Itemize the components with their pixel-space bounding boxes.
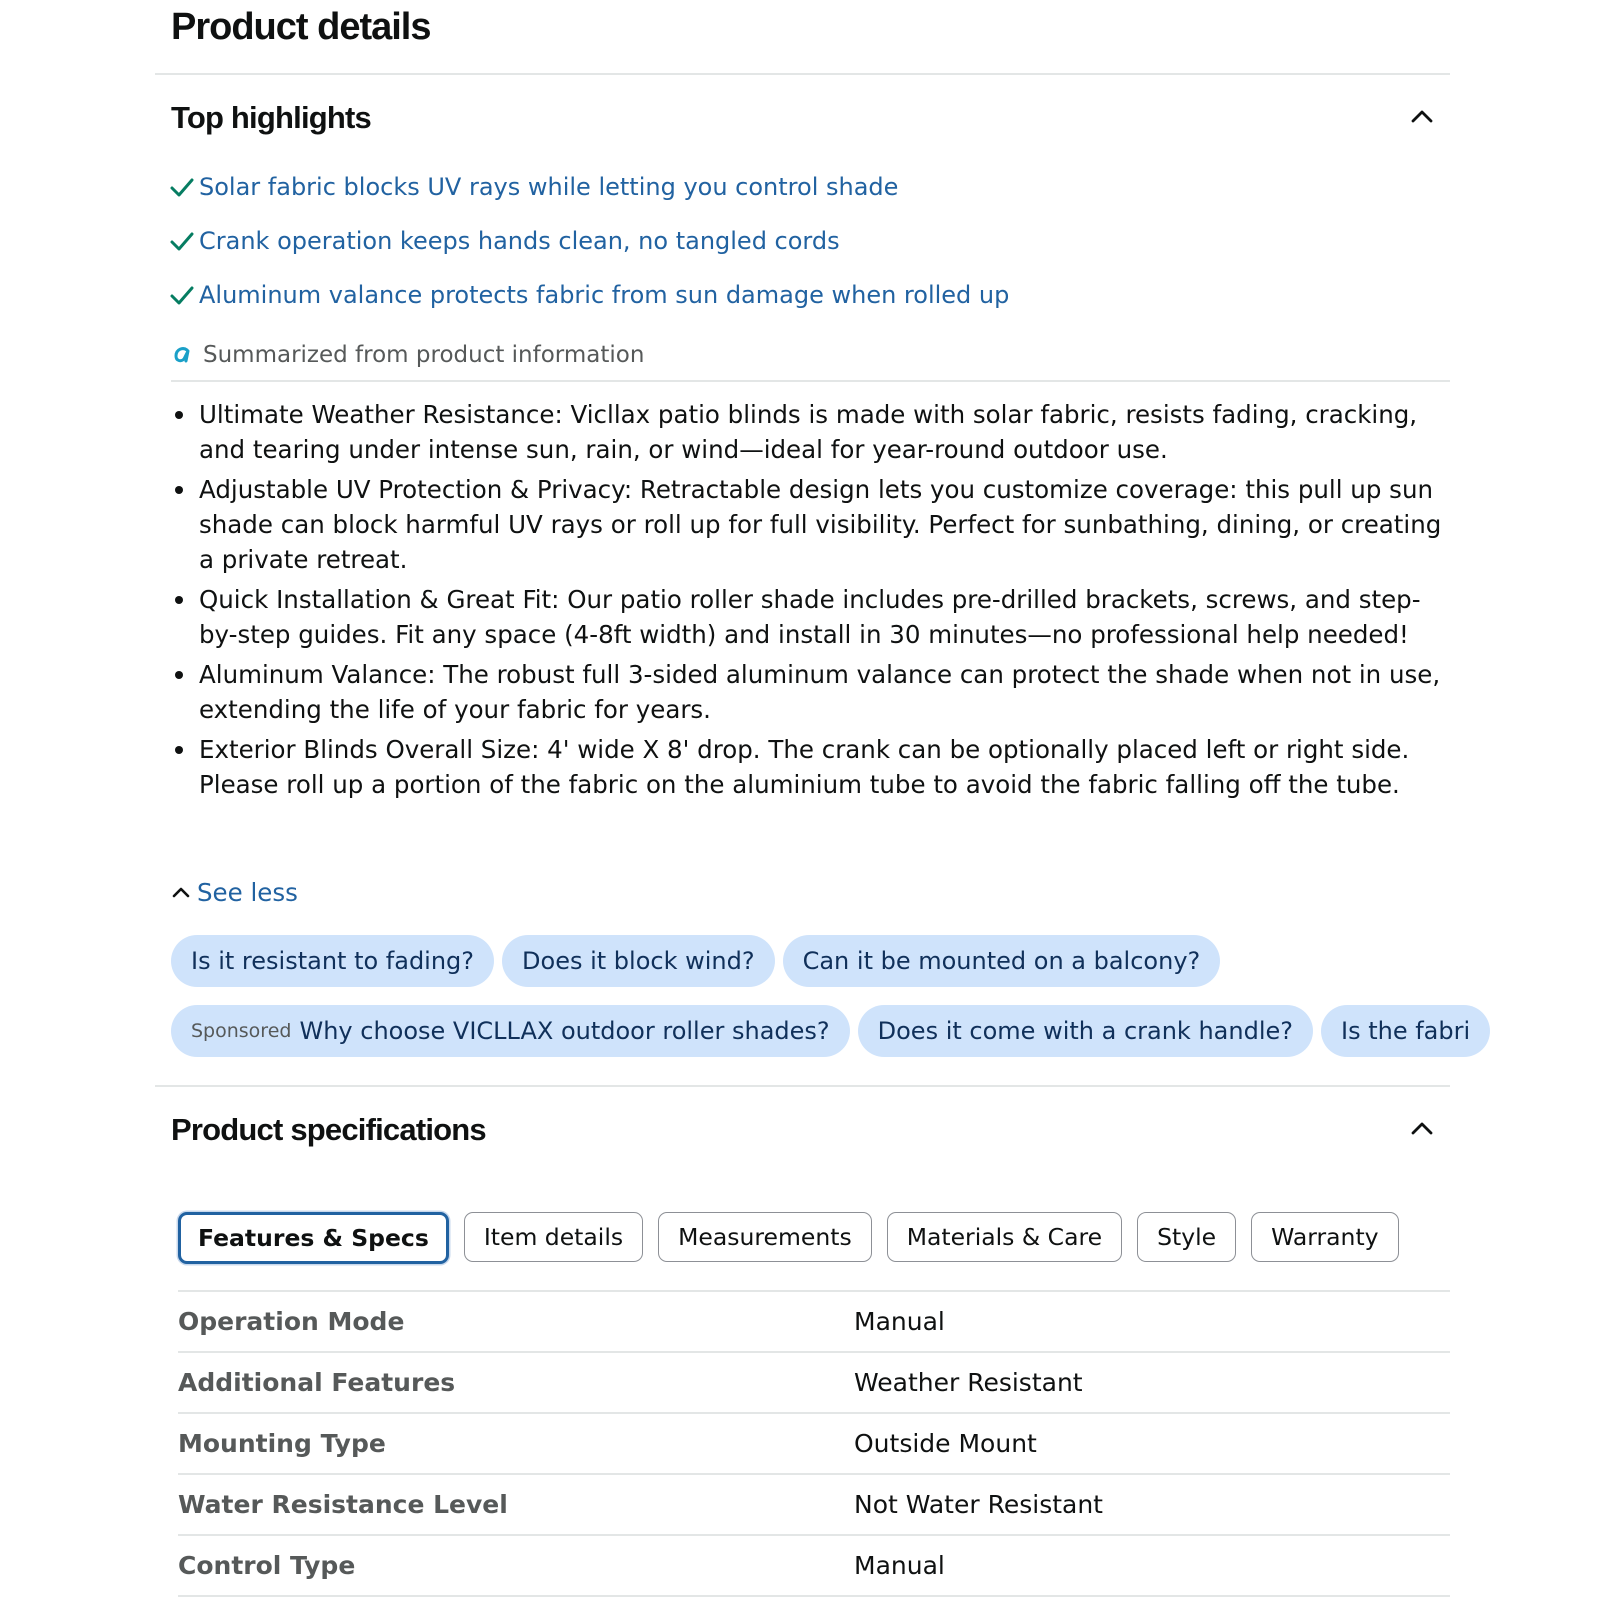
ai-summary-note	[171, 338, 644, 372]
divider	[155, 1085, 1450, 1087]
bullet-text: Aluminum Valance: The robust full 3-sided aluminum valance can protect the shade when not in use, extending the life of your fabric for years.	[199, 660, 1441, 724]
spec-key: Operation Mode	[178, 1307, 405, 1336]
summary-text: Summarized from product information	[203, 342, 645, 368]
see-less-label: See less	[197, 877, 298, 907]
spec-tabs	[178, 1212, 1414, 1264]
highlight-item	[169, 224, 840, 258]
tab-warranty[interactable]: Warranty	[1251, 1212, 1398, 1262]
table-row	[178, 1352, 1450, 1413]
divider	[155, 73, 1450, 75]
question-chip[interactable]: Does it block wind?	[502, 935, 775, 987]
spec-value: Manual	[854, 1307, 945, 1336]
bullet-dot	[175, 596, 183, 604]
table-row	[178, 1474, 1450, 1535]
bullet-dot	[175, 746, 183, 754]
highlight-item	[169, 278, 1009, 312]
tab-features-specs[interactable]: Features & Specs	[178, 1212, 449, 1264]
tab-style[interactable]: Style	[1137, 1212, 1236, 1262]
highlight-item	[169, 170, 898, 204]
list-item	[171, 397, 1446, 467]
tab-materials-care[interactable]: Materials & Care	[887, 1212, 1122, 1262]
list-item	[171, 582, 1446, 652]
spec-value: Manual	[854, 1551, 945, 1580]
divider	[171, 380, 1450, 382]
chevron-up-icon	[171, 882, 191, 902]
list-item	[171, 472, 1446, 577]
bullet-text: Adjustable UV Protection & Privacy: Retractable design lets you customize coverage: this pull up sun shade can block harmful UV rays or roll up for full visibility. Perfect for sunbathing, dining, or creating a private retreat.	[199, 475, 1442, 574]
see-less-link[interactable]	[171, 874, 298, 910]
tab-measurements[interactable]: Measurements	[658, 1212, 872, 1262]
bullet-dot	[175, 486, 183, 494]
spec-key: Mounting Type	[178, 1429, 386, 1458]
bullet-text: Exterior Blinds Overall Size: 4' wide X 8' drop. The crank can be optionally placed left or right side. Please roll up a portion of the fabric on the aluminium tube to avoid the fabric falling off the tube.	[199, 735, 1410, 799]
page-title: Product details	[171, 6, 431, 48]
ai-sparkle-icon	[171, 344, 193, 366]
spec-key: Control Type	[178, 1551, 356, 1580]
highlight-text: Crank operation keeps hands clean, no tangled cords	[199, 227, 840, 255]
highlight-text: Solar fabric blocks UV rays while letting you control shade	[199, 173, 899, 201]
feature-bullets	[171, 397, 1446, 807]
chip-label: Why choose VICLLAX outdoor roller shades?	[299, 1017, 830, 1045]
chevron-up-icon[interactable]	[1408, 1114, 1436, 1142]
check-icon	[169, 174, 195, 200]
sponsored-question-chip[interactable]	[171, 1005, 850, 1057]
question-chip[interactable]: Does it come with a crank handle?	[858, 1005, 1313, 1057]
bullet-text: Ultimate Weather Resistance: Vicllax patio blinds is made with solar fabric, resists fading, cracking, and tearing under intense sun, rain, or wind—ideal for year-round outdoor use.	[199, 400, 1418, 464]
chevron-up-icon[interactable]	[1408, 102, 1436, 130]
spec-value: Outside Mount	[854, 1429, 1037, 1458]
check-icon	[169, 282, 195, 308]
table-row	[178, 1413, 1450, 1474]
tab-item-details[interactable]: Item details	[464, 1212, 643, 1262]
top-highlights-heading: Top highlights	[171, 100, 372, 135]
question-chip[interactable]: Can it be mounted on a balcony?	[783, 935, 1221, 987]
table-row	[178, 1535, 1450, 1596]
bullet-text: Quick Installation & Great Fit: Our patio roller shade includes pre-drilled brackets, screws, and step-by-step guides. Fit any space (4-8ft width) and install in 30 minutes—no professional help needed!	[199, 585, 1421, 649]
spec-key: Additional Features	[178, 1368, 456, 1397]
question-chip-row	[171, 935, 1435, 987]
spec-key: Water Resistance Level	[178, 1490, 508, 1519]
product-specifications-heading: Product specifications	[171, 1112, 486, 1147]
spec-table	[178, 1290, 1450, 1597]
list-item	[171, 732, 1446, 802]
question-chip-row	[171, 1005, 1471, 1057]
spec-value: Weather Resistant	[854, 1368, 1083, 1397]
table-row	[178, 1291, 1450, 1352]
highlight-text: Aluminum valance protects fabric from sun damage when rolled up	[199, 281, 1010, 309]
check-icon	[169, 228, 195, 254]
bullet-dot	[175, 411, 183, 419]
spec-value: Not Water Resistant	[854, 1490, 1103, 1519]
question-chip[interactable]: Is the fabri	[1321, 1005, 1490, 1057]
question-chip[interactable]: Is it resistant to fading?	[171, 935, 494, 987]
bullet-dot	[175, 671, 183, 679]
list-item	[171, 657, 1446, 727]
sponsored-label: Sponsored	[191, 1020, 292, 1042]
